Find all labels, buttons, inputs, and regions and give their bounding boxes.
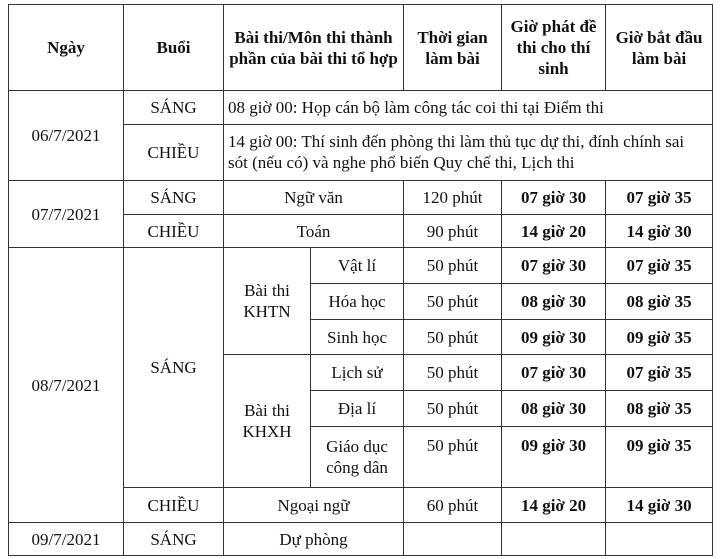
table-row bbox=[9, 181, 713, 215]
distribute-time-cell: 14 giờ 20 bbox=[502, 214, 606, 248]
duration-cell: 50 phút bbox=[404, 355, 502, 391]
distribute-time-cell bbox=[502, 523, 606, 556]
date-cell: 06/7/2021 bbox=[9, 91, 124, 181]
table-row bbox=[9, 523, 713, 556]
start-time-cell: 09 giờ 35 bbox=[606, 319, 713, 355]
group-cell-khxh: Bài thi KHXH bbox=[224, 355, 311, 487]
subject-cell: Ngoại ngữ bbox=[224, 487, 404, 523]
header-gio-bat-dau: Giờ bắt đầu làm bài bbox=[606, 5, 713, 91]
subject-cell: Sinh học bbox=[311, 319, 404, 355]
duration-cell bbox=[404, 523, 502, 556]
start-time-cell: 08 giờ 35 bbox=[606, 391, 713, 427]
start-time-cell: 14 giờ 30 bbox=[606, 487, 713, 523]
note-cell: 08 giờ 00: Họp cán bộ làm công tác coi thi tại Điểm thi bbox=[224, 91, 713, 125]
distribute-time-cell: 08 giờ 30 bbox=[502, 391, 606, 427]
table-row bbox=[9, 91, 713, 125]
subject-cell: Địa lí bbox=[311, 391, 404, 427]
header-buoi: Buổi bbox=[124, 5, 224, 91]
subject-cell: Hóa học bbox=[311, 284, 404, 320]
header-gio-phat: Giờ phát đề thi cho thí sinh bbox=[502, 5, 606, 91]
duration-cell: 50 phút bbox=[404, 391, 502, 427]
session-cell: CHIỀU bbox=[124, 214, 224, 248]
header-mon-thi: Bài thi/Môn thi thành phần của bài thi tổ hợp bbox=[224, 5, 404, 91]
note-cell: 14 giờ 00: Thí sinh đến phòng thi làm thủ tục dự thi, đính chính sai sót (nếu có) và nghe phổ biến Quy chế thi, Lịch thi bbox=[224, 124, 713, 181]
date-cell: 09/7/2021 bbox=[9, 523, 124, 556]
distribute-time-cell: 09 giờ 30 bbox=[502, 319, 606, 355]
start-time-cell bbox=[606, 523, 713, 556]
distribute-time-cell: 07 giờ 30 bbox=[502, 355, 606, 391]
distribute-time-cell: 07 giờ 30 bbox=[502, 248, 606, 284]
group-cell-khtn: Bài thi KHTN bbox=[224, 248, 311, 355]
header-ngay: Ngày bbox=[9, 5, 124, 91]
duration-cell: 50 phút bbox=[404, 319, 502, 355]
distribute-time-cell: 14 giờ 20 bbox=[502, 487, 606, 523]
session-cell: SÁNG bbox=[124, 523, 224, 556]
duration-cell: 60 phút bbox=[404, 487, 502, 523]
session-cell: SÁNG bbox=[124, 91, 224, 125]
duration-cell: 90 phút bbox=[404, 214, 502, 248]
duration-cell: 50 phút bbox=[404, 248, 502, 284]
header-row bbox=[9, 5, 713, 91]
subject-cell: Vật lí bbox=[311, 248, 404, 284]
distribute-time-cell: 08 giờ 30 bbox=[502, 284, 606, 320]
start-time-cell: 08 giờ 35 bbox=[606, 284, 713, 320]
subject-cell: Ngữ văn bbox=[224, 181, 404, 215]
start-time-cell: 14 giờ 30 bbox=[606, 214, 713, 248]
subject-cell: Lịch sử bbox=[311, 355, 404, 391]
subject-cell: Dự phòng bbox=[224, 523, 404, 556]
start-time-cell: 07 giờ 35 bbox=[606, 248, 713, 284]
session-cell: CHIỀU bbox=[124, 487, 224, 523]
table-row bbox=[9, 248, 713, 284]
date-cell: 07/7/2021 bbox=[9, 181, 124, 248]
start-time-cell: 09 giờ 35 bbox=[606, 426, 713, 487]
session-cell: CHIỀU bbox=[124, 124, 224, 181]
session-cell: SÁNG bbox=[124, 181, 224, 215]
exam-schedule-table bbox=[8, 4, 713, 556]
duration-cell: 50 phút bbox=[404, 284, 502, 320]
header-thoi-gian: Thời gian làm bài bbox=[404, 5, 502, 91]
distribute-time-cell: 07 giờ 30 bbox=[502, 181, 606, 215]
subject-cell: Toán bbox=[224, 214, 404, 248]
date-cell: 08/7/2021 bbox=[9, 248, 124, 523]
session-cell: SÁNG bbox=[124, 248, 224, 487]
subject-cell: Giáo dục công dân bbox=[311, 426, 404, 487]
start-time-cell: 07 giờ 35 bbox=[606, 181, 713, 215]
start-time-cell: 07 giờ 35 bbox=[606, 355, 713, 391]
distribute-time-cell: 09 giờ 30 bbox=[502, 426, 606, 487]
duration-cell: 120 phút bbox=[404, 181, 502, 215]
duration-cell: 50 phút bbox=[404, 426, 502, 487]
